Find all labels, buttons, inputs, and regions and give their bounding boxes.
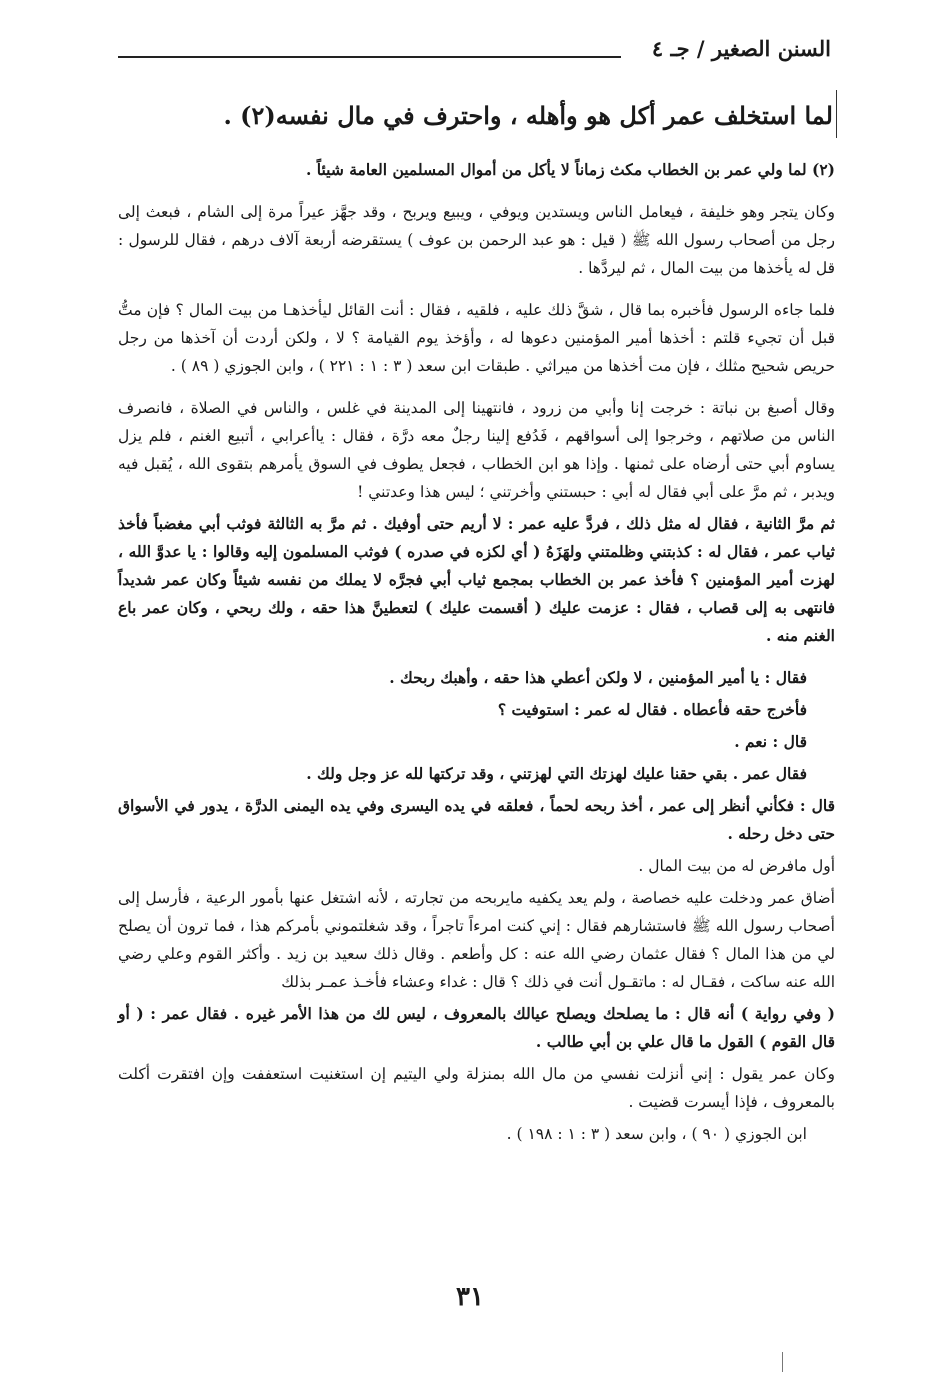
- running-header: [118, 36, 831, 76]
- footnote-paragraph: ( وفي رواية ) أنه قال : ما يصلحك ويصلح عيالك بالمعروف ، ليس لك من هذا الأمر غيره . فقال عمر : ( أو قال القوم ) القول ما قال علي بن أبي طالب .: [118, 1004, 835, 1051]
- footnote-citation: ابن الجوزي ( ٩٠ ) ، وابن سعد ( ٣ : ١ : ١٩٨ ) .: [506, 1125, 807, 1143]
- footnote-paragraph: وكان يتجر وهو خليفة ، فيعامل الناس ويستدين ويوفي ، ويبيع ويربح ، وقد جهَّز عيراً مرة إلى الشام ، فبعث إلى رجل من أصحاب رسول الله ﷺ ( قيل : هو عبد الرحمن بن عوف ) يستقرضه أربعة آلاف درهم ، فقال للرسول : قل له يأخذها من بيت المال ، ثم ليردَّها .: [118, 203, 835, 277]
- footnote-paragraph: فقال : يا أمير المؤمنين ، لا ولكن أعطي هذا حقه ، وأهبك ربحك .: [389, 668, 807, 687]
- scan-mark: [782, 1352, 783, 1372]
- main-text: لما استخلف عمر أكل هو وأهله ، واحترف في مال نفسه(٢) .: [223, 101, 833, 130]
- footnote-paragraph: وكان عمر يقول : إني أنزلت نفسي من مال الله بمنزلة ولي اليتيم إن استغنيت استعففت وإن افتقرت أكلت بالمعروف ، فإذا أيسرت قضيت .: [118, 1065, 835, 1111]
- header-rule: [118, 56, 621, 58]
- footnote-paragraph: فلما جاءه الرسول فأخبره بما قال ، شقَّ ذلك عليه ، فلقيه ، فقال : أنت القائل ليأخذهـا من بيت المال ؟ فإن متُّ قبل أن تجيء قلتم : أخذها أمير المؤمنين دعوها له ، وأؤخذ يوم القيامة ؟ لا ، ولكن أردت أن آخذها من رجل حريص شحيح مثلك ، فإن مت أخذها من ميراثي . طبقات ابن سعد ( ٣ : ١ : ٢٢١ ) ، وابن الجوزي ( ٨٩ ) .: [118, 301, 835, 375]
- footnote-paragraph: أول مافرض له من بيت المال .: [638, 857, 835, 875]
- footnote-paragraph: ثم مرَّ الثانية ، فقال له مثل ذلك ، فردَّ عليه عمر : لا أريم حتى أوفيك . ثم مرَّ به الثالثة فوثب أبي مغضباً فأخذ ثياب عمر ، فقال له : كذبتني وظلمتني ولهَزَهُ ( أي لكزه في صدره ) فوثب المسلمون إليه وقالوا : يا عدوَّ الله ، لهزت أمير المؤمنين ؟ فأخذ عمر بن الخطاب بمجمع ثياب أبي فجرَّه لا يملك من نفسه شيئاً وكان عمر شديداً فانتهى به إلى قصاب ، فقال : عزمت عليك ( أقسمت عليك ) لتعطينَّ هذا حقه ، ولك ربحي ، وكان عمر باع الغنم منه .: [118, 514, 835, 645]
- footnote-paragraph: قال : فكأني أنظر إلى عمر ، أخذ ربحه لحماً ، فعلقه في يده اليسرى وفي يده اليمنى الدرَّة ، يدور في الأسواق حتى دخل رحله .: [118, 796, 835, 843]
- footnote-paragraph: وقال أصبغ بن نباتة : خرجت إنا وأبي من زرود ، فانتهينا إلى المدينة في غلس ، والناس في الصلاة ، فانصرف الناس من صلاتهم ، وخرجوا إلى أسواقهم ، فَدُفع إلينا رجلٌ معه درَّة ، فقال : ياأعرابي ، أتبيع الغنم ، فلم يزل يساوم أبي حتى أرضاه على ثمنها . وإذا هو ابن الخطاب ، فجعل يطوف في السوق يأمرهم بتقوى الله ، يُقبل فيه ويدبر ، ثم مرَّ على أبي فقال له أبي : حبستني وأخرتني ؛ ليس هذا وعدتني !: [118, 399, 835, 501]
- page-number: ٣١: [456, 1282, 484, 1312]
- footnote-paragraph: قال : نعم .: [734, 732, 807, 751]
- footnote-paragraph: أضاق عمر ودخلت عليه خصاصة ، ولم يعد يكفيه مايربحه من تجارته ، لأنه اشتغل عنها بأمور الرعية ، فأرسل إلى أصحاب رسول الله ﷺ فاستشارهم فقال : إني كنت امرءاً تاجراً ، وقد شغلتموني بأمركم هذا ، فما ترون أن يصلح لي من هذا المال ؟ فقال عثمان رضي الله عنه : كل وأطعم . وقال ذلك سعيد بن زيد . وأكثر القوم وعلي رضي الله عنه ساكت ، فقـال له : ماتقـول أنت في ذلك ؟ قال : غداء وعشاء فأخـذ عمـر بذلك: [118, 889, 835, 991]
- header-title: السنن الصغير / جـ ٤: [651, 36, 831, 61]
- footnote-paragraph: (٢) لما ولي عمر بن الخطاب مكث زماناً لا يأكل من أموال المسلمين العامة شيئاً .: [305, 160, 835, 179]
- footnotes: [118, 156, 835, 1152]
- margin-line: [836, 90, 837, 138]
- footnote-paragraph: فأخرج حقه فأعطاه . فقال له عمر : استوفيت ؟: [497, 700, 807, 719]
- footnote-paragraph: فقال عمر . بقي حقنا عليك لهزتك التي لهزتني ، وقد تركتها لله عز وجل ولك .: [306, 764, 807, 783]
